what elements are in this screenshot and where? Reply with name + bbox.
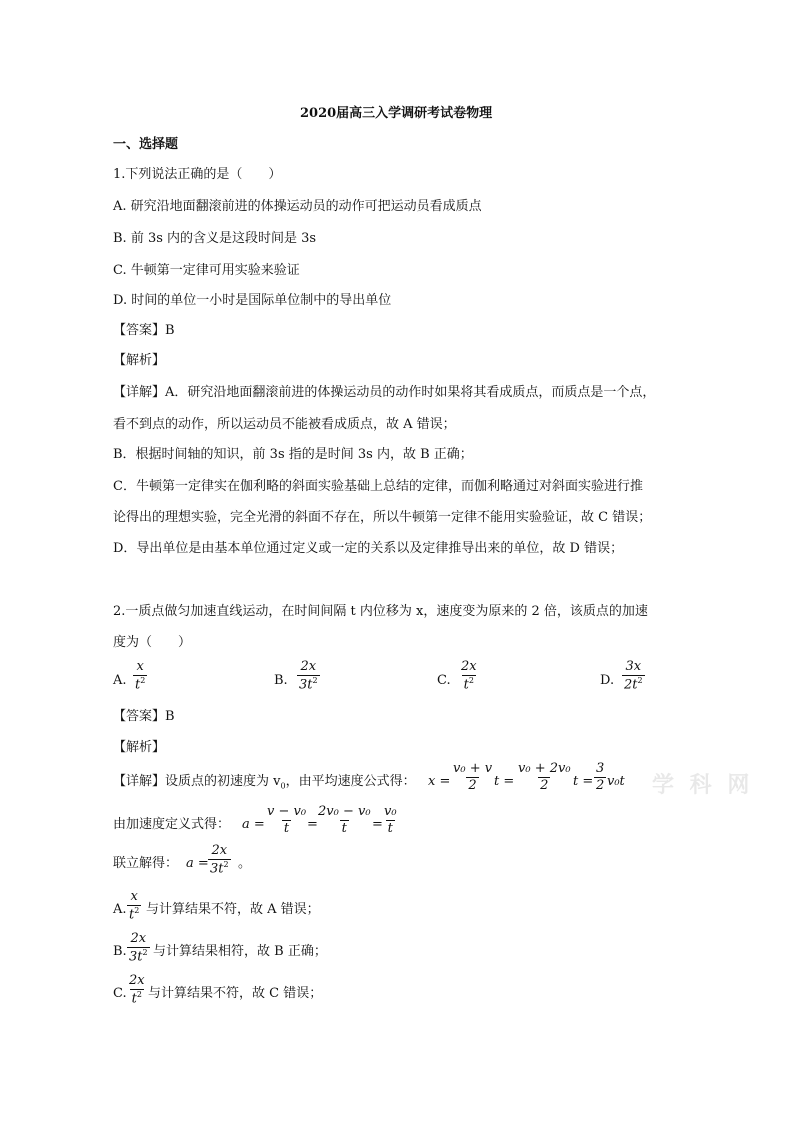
q2-detail-line: 由加速度定义式得： [113, 817, 231, 832]
q1-option-a: A. 研究沿地面翻滚前进的体操运动员的动作可把运动员看成质点 [113, 199, 482, 214]
conclusion-b-text: 与计算结果相符，故 B 正确； [153, 944, 327, 959]
q2-option-c-fraction: $\frac{2x}{t^2}$ [461, 659, 477, 692]
q1-detail-line: 论得出的理想实验，完全光滑的斜面不存在，所以牛顿第一定律不能用实验验证，故 C 错误； [113, 510, 652, 525]
eq2-fraction: $\frac{\text{v − v₀}}{t}$ [267, 804, 307, 836]
q1-detail-line: B．根据时间轴的知识，前 3s 指的是时间 3s 内，故 B 正确； [113, 447, 473, 462]
eq1-lhs: x = [428, 774, 451, 789]
eq2-equals: = [372, 817, 383, 832]
q2-answer: 【答案】B [113, 709, 175, 724]
eq1-fraction: $\frac{\text{v₀ + 2v₀}}{2}$ [518, 761, 571, 793]
q1-detail-line: 【详解】A．研究沿地面翻滚前进的体操运动员的动作时如果将其看成质点，而质点是一个点， [113, 385, 656, 400]
q1-detail-line: C．牛顿第一定律实在伽利略的斜面实验基础上总结的定律，而伽利略通过对斜面实验进行推 [113, 479, 643, 494]
eq3-lhs: a = [186, 856, 209, 871]
conclusion-a-text: 与计算结果不符，故 A 错误； [146, 902, 320, 917]
eq3-tail: 。 [238, 856, 252, 871]
eq1-fraction: $\frac{3}{2}$ [596, 761, 605, 793]
q1-stem: 1.下列说法正确的是（ ） [113, 167, 282, 182]
eq2-fraction: $\frac{\text{2v₀ − v₀}}{t}$ [318, 804, 371, 836]
q2-option-c-label: C. [437, 673, 451, 688]
q2-option-b-fraction: $\frac{2x}{3t^2}$ [299, 659, 318, 692]
q1-option-b: B. 前 3s 内的含义是这段时间是 3s [113, 231, 317, 246]
eq1-text: t = [494, 774, 515, 789]
q2-stem: 度为（ ） [113, 635, 192, 650]
conclusion-a-label: A. [113, 902, 127, 917]
q2-stem: 2.一质点做匀加速直线运动，在时间间隔 t 内位移为 x，速度变为原来的 2 倍，该质点的加速 [113, 604, 648, 619]
q1-detail-line: 看不到点的动作，所以运动员不能被看成质点，故 A 错误； [113, 417, 456, 432]
page-title: 2020届高三入学调研考试卷物理 [300, 106, 493, 121]
conclusion-c-label: C. [113, 986, 127, 1001]
q2-detail-line: 联立解得： [113, 856, 179, 871]
eq2-fraction: $\frac{\text{v₀}}{t}$ [384, 804, 397, 836]
q2-analysis-label: 【解析】 [113, 740, 166, 755]
eq2-lhs: a = [242, 817, 265, 832]
q1-answer: 【答案】B [113, 323, 175, 338]
eq1-fraction: $\frac{\text{v₀ + v}}{2}$ [453, 761, 493, 793]
conclusion-c-text: 与计算结果不符，故 C 错误； [148, 986, 323, 1001]
conclusion-b-fraction: $\frac{2x}{3t^2}$ [129, 931, 148, 964]
section-heading: 一、选择题 [113, 137, 179, 152]
q2-option-d-label: D. [600, 673, 615, 688]
conclusion-c-fraction: $\frac{2x}{t^2}$ [129, 973, 145, 1006]
q1-option-c: C. 牛顿第一定律可用实验来验证 [113, 263, 300, 278]
conclusion-b-label: B. [113, 944, 127, 959]
q2-option-b-label: B. [274, 673, 288, 688]
q2-option-d-fraction: $\frac{3x}{2t^2}$ [624, 659, 643, 692]
q2-detail-line: 【详解】设质点的初速度为 $v_0$，由平均速度公式得： [113, 774, 416, 791]
eq1-text: v₀t [607, 774, 625, 789]
q2-option-a-label: A. [113, 673, 127, 688]
q1-detail-line: D．导出单位是由基本单位通过定义或一定的关系以及定律推导出来的单位，故 D 错误； [113, 541, 624, 556]
q1-analysis-label: 【解析】 [113, 353, 166, 368]
eq3-fraction: $\frac{2x}{3t^2}$ [210, 843, 229, 876]
eq2-equals: = [307, 817, 318, 832]
eq1-text: t = [573, 774, 594, 789]
q1-option-d: D. 时间的单位一小时是国际单位制中的导出单位 [113, 293, 392, 308]
q2-option-a-fraction: $\frac{x}{t^2}$ [135, 659, 146, 692]
conclusion-a-fraction: $\frac{x}{t^2}$ [129, 889, 140, 922]
watermark: 学 科 网 [652, 773, 754, 798]
